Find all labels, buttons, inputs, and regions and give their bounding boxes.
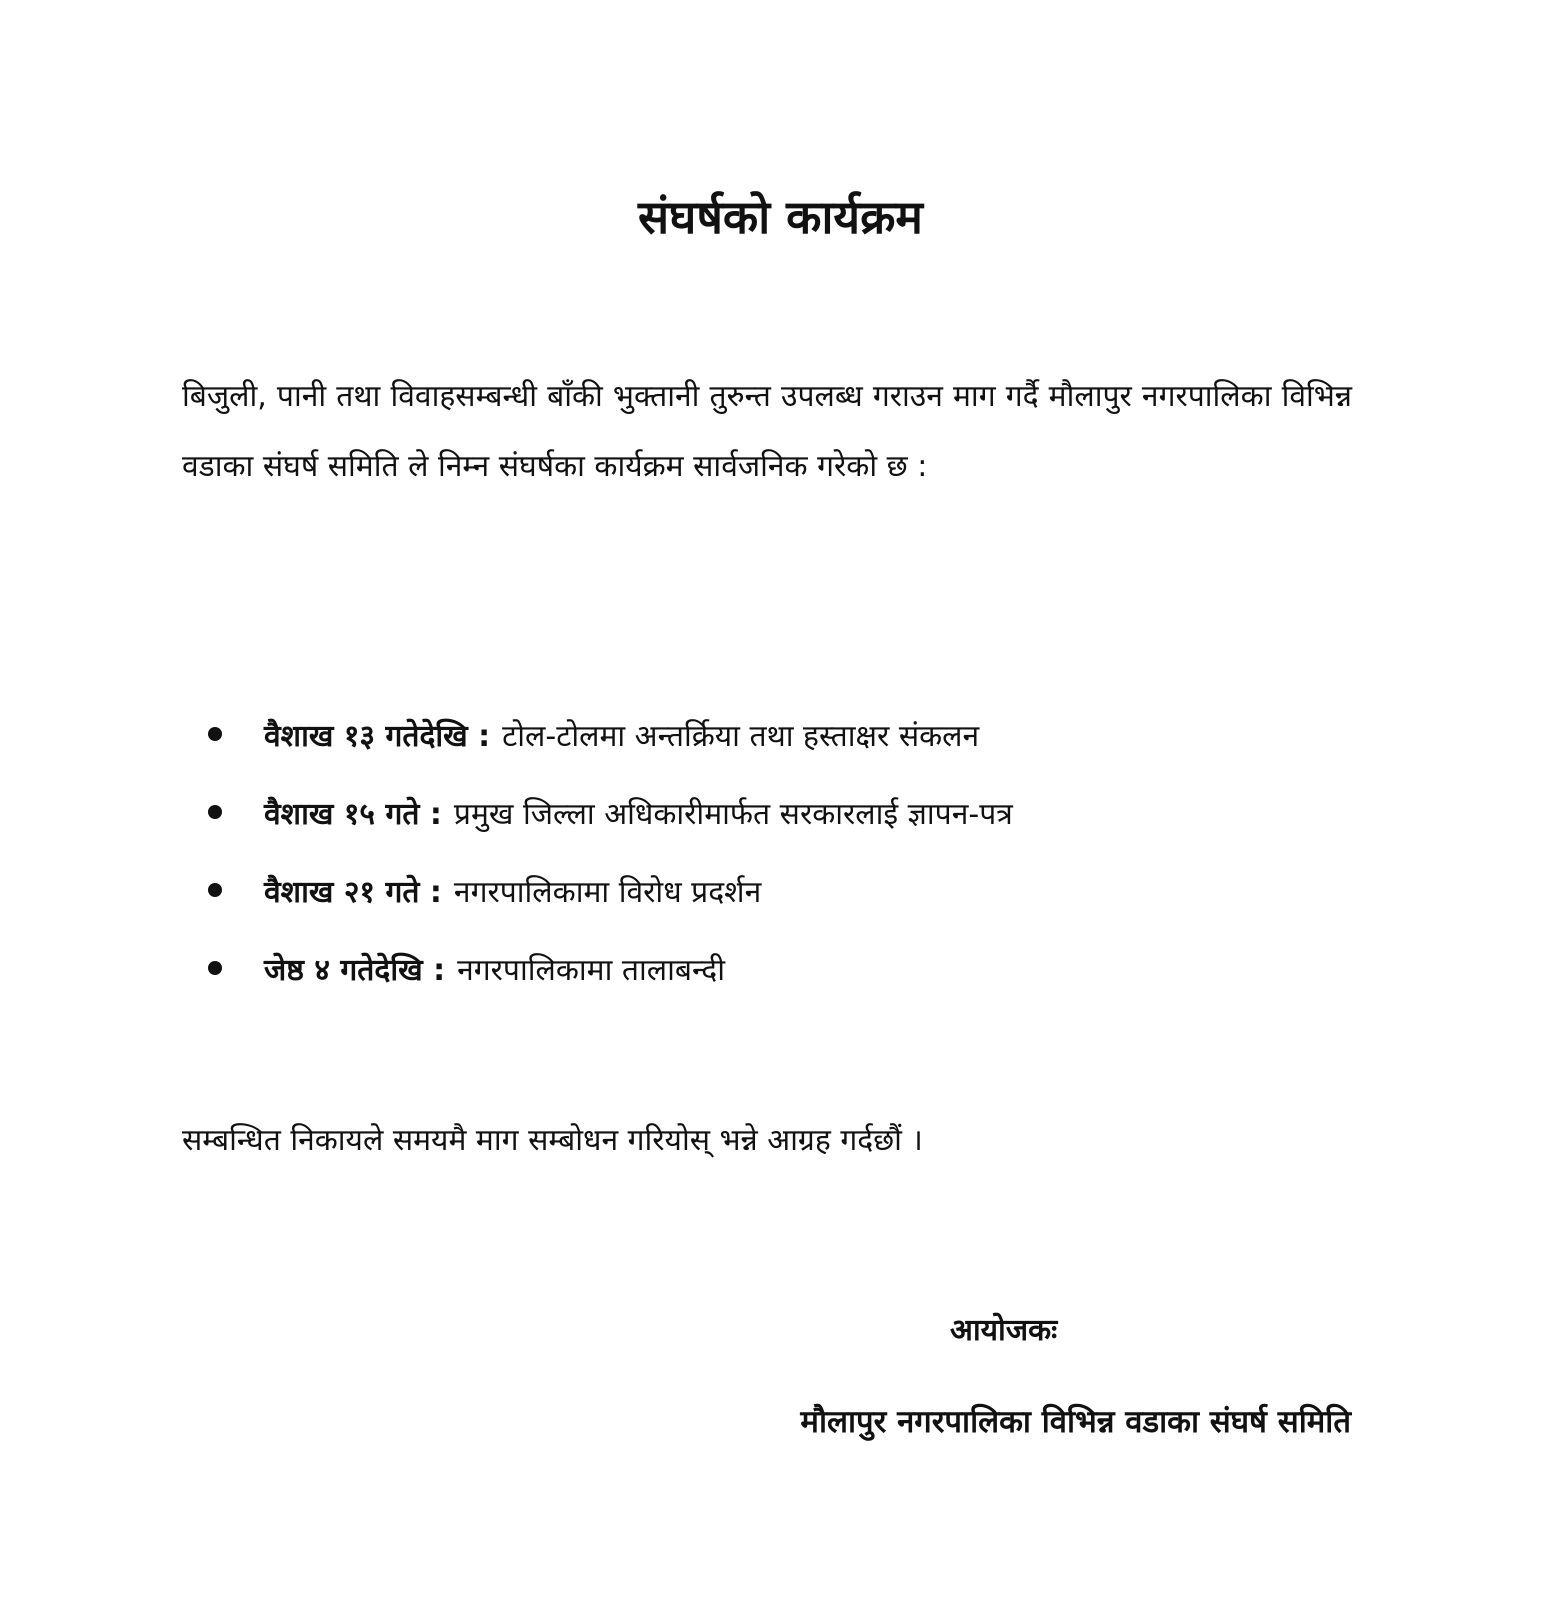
list-item (200, 695, 1013, 773)
program-activity: नगरपालिकामा तालाबन्दी (457, 952, 725, 988)
bullet-icon (208, 961, 222, 975)
intro-paragraph: बिजुली, पानी तथा विवाहसम्बन्धी बाँकी भुक्तानी तुरुन्त उपलब्ध गराउन माग गर्दै मौलापुर नगरपालिका विभिन्न वडाका संघर्ष समिति ले निम्न संघर्षका कार्यक्रम सार्वजनिक गरेको छ : (182, 379, 1352, 484)
program-activity: प्रमुख जिल्ला अधिकारीमार्फत सरकारलाई ज्ञापन-पत्र (453, 796, 1013, 832)
document-title: संघर्षको कार्यक्रम (638, 190, 923, 244)
list-item (200, 929, 1013, 1007)
program-date: जेष्ठ ४ गतेदेखि : (264, 952, 446, 988)
organizer-name: मौलापुर नगरपालिका विभिन्न वडाका संघर्ष समिति (800, 1404, 1351, 1440)
list-item (200, 851, 1013, 929)
program-list (200, 695, 1013, 1007)
program-date: वैशाख १५ गते : (264, 796, 442, 832)
program-date: वैशाख १३ गतेदेखि : (264, 718, 491, 754)
organizer-label: आयोजकः (950, 1313, 1058, 1348)
bullet-icon (208, 805, 222, 819)
closing-statement: सम्बन्धित निकायले समयमै माग सम्बोधन गरियोस् भन्ने आग्रह गर्दछौं । (182, 1123, 923, 1158)
program-activity: टोल-टोलमा अन्तर्क्रिया तथा हस्ताक्षर संकलन (502, 718, 980, 754)
bullet-icon (208, 727, 222, 741)
list-item (200, 773, 1013, 851)
program-date: वैशाख २१ गते : (264, 874, 442, 910)
program-activity: नगरपालिकामा विरोध प्रदर्शन (453, 874, 762, 910)
bullet-icon (208, 883, 222, 897)
